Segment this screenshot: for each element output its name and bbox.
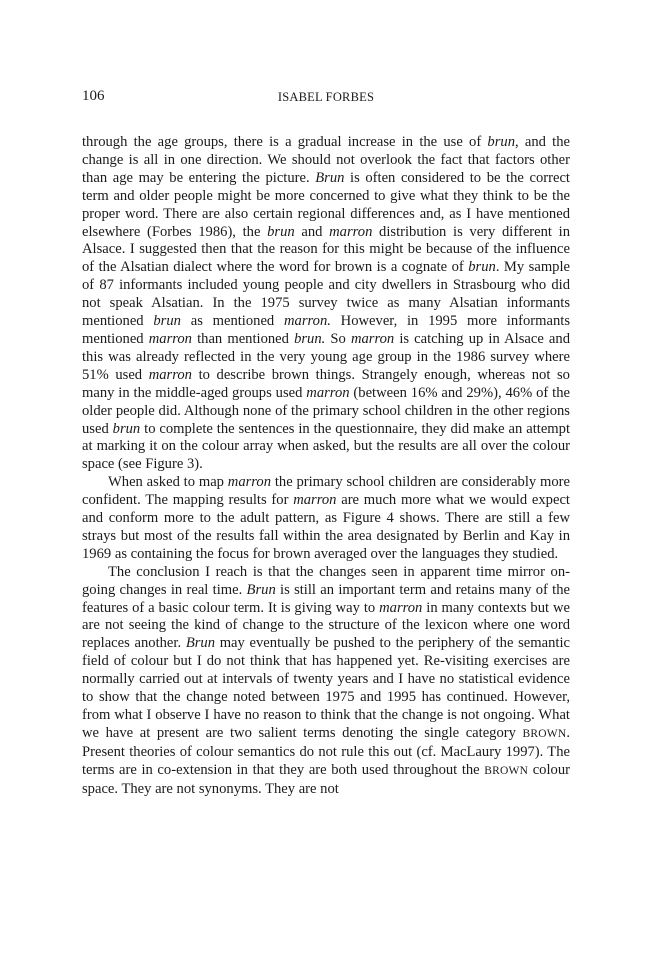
italic-term: brun [267,223,295,240]
text-run: However, in 1995 more informants mentioned [82,313,570,347]
italic-term: marron. [284,313,331,330]
text-run: through the age groups, there is a gradual increase in the use of [82,134,488,150]
paragraph [82,474,570,564]
text-run: (between 16% and 29%), 46% of the older people did. Although none of the primary school children in the other regions used [82,384,570,437]
italic-term: brun [487,134,515,150]
text-run: as mentioned [180,313,284,330]
text-run: colour space. They are not synonyms. They are not [82,761,570,797]
text-run: When asked to map [108,474,228,491]
text-run: is still an important term and retains many of the features of a basic colour term. It is giving way to [82,581,570,616]
page-header [82,87,570,107]
italic-term: marron [350,330,395,347]
italic-term: Brun [315,169,345,186]
text-run: to describe brown things. Strangely enough, whereas not so many in the middle-aged groups used [82,366,570,401]
running-head: ISABEL FORBES [277,90,375,104]
text-run: may eventually be pushed to the periphery of the semantic field of colour but I do not think that has happened yet. Re-visiting exercises are normally carried out at intervals of twenty years and I have no statistical evidence to show that the change noted between 1975 and 1995 has continued. However, from what I observe I have no reason to think that the change is not ongoing. What we have at present are two salient terms denoting the single category [82,635,570,741]
small-caps-term: BROWN [522,727,567,740]
body-text [82,134,570,799]
italic-term: marron [148,366,192,383]
text-run: are much more what we would expect and conform more to the adult pattern, as Figure 4 shows. There are still a few strays but most of the results fall within the area designated by Berlin and Kay in 1969 as containing the focus for brown averaged over the languages they studied. [82,492,570,562]
italic-term: marron [293,492,337,509]
italic-term: Brun [246,581,276,598]
text-run: than mentioned [191,330,295,347]
text-run: , and the change is all in one direction. We should not overlook the fact that factors other than age may be entering the picture. [82,134,570,186]
text-run: in many contexts but we are not seeing the kind of change to the structure of the lexicon where one word replaces another. [82,599,570,652]
text-run: The conclusion I reach is that the changes seen in apparent time mirror on-going changes in real time. [82,563,570,598]
italic-term: Brun [185,635,215,652]
text-run: So [325,330,351,347]
text-run: the primary school children are considerably more confident. The mapping results for [82,474,570,509]
italic-term: marron [329,223,373,240]
italic-term: brun [468,259,496,276]
italic-term: marron [148,330,192,347]
text-run: and [294,223,330,240]
paragraph [82,134,570,474]
small-caps-term: BROWN [484,764,529,777]
text-run: distribution is very different in Alsace. I suggested then that the reason for this might be because of the influence of the Alsatian dialect where the word for brown is a cognate of [82,223,571,276]
text-run: to complete the sentences in the questionnaire, they did make an attempt at marking it on the colour array when asked, but the results are all over the colour space (see Figure 3). [82,420,570,473]
paragraph [82,564,570,799]
text-run: is often considered to be the correct term and older people might be more concerned to give what they think to be the proper word. There are also certain regional differences and, as I have mentioned elsewhere (Forbes 1986), the [82,169,570,240]
text-run: is catching up in Alsace and this was already reflected in the very young age group in the 1986 survey where 51% used [82,330,570,383]
page-number: 106 [82,88,105,104]
italic-term: brun [153,313,181,330]
text-run: . My sample of 87 informants included young people and city dwellers in Strasbourg who did not speak Alsatian. In the 1975 survey twice as many Alsatian informants mentioned [82,259,570,330]
italic-term: marron [306,384,350,401]
text-run: . Present theories of colour semantics do not rule this out (cf. MacLaury 1997). The terms are in co-extension in that they are both used throughout the [82,724,570,778]
italic-term: brun [112,420,141,437]
italic-term: brun. [294,330,326,347]
italic-term: marron [227,474,272,491]
italic-term: marron [379,599,423,616]
